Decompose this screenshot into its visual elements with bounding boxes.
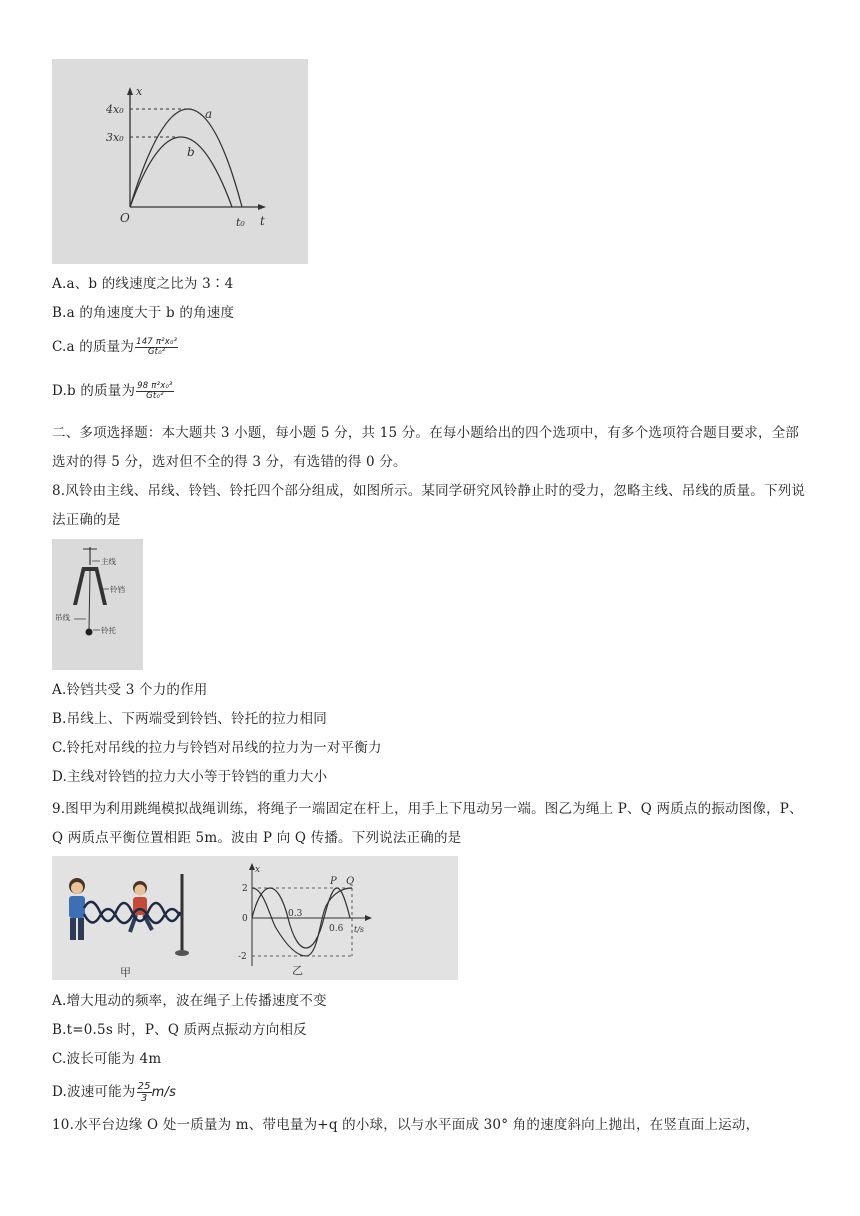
q9-y-axis-label: x [255,865,261,875]
q9-origin: 0 [242,914,248,924]
q9-option-c: C.波长可能为 4m [52,1051,162,1067]
q9-stem: 9.图甲为利用跳绳模拟战绳训练，将绳子一端固定在杆上，用手上下甩动另一端。图乙为绳上 P、Q 两质点的振动图像，P、Q 两质点平衡位置相距 5m。波由 P 向 Q 传播。下列说法正确的是 [52,801,803,846]
q9-option-d-fraction [137,1081,152,1104]
q9-option-d-prefix: D.波速可能为 [52,1084,136,1100]
q9-figure [52,856,458,980]
q9-option-d-unit: m/s [151,1085,177,1100]
q7-xt-graph [52,59,308,264]
q8-wind-chime-figure [52,539,143,670]
q8-option-b: B.吊线上、下两端受到铃铛、铃托的拉力相同 [52,711,327,727]
hanging-line [89,571,90,629]
q9-option-d-numerator: 25 [137,1081,151,1092]
q7-curve-a-label: a [205,107,213,121]
q7-option-c-fraction [135,338,178,357]
label-bell: 铃铛 [110,585,125,594]
label-yi: 乙 [292,964,303,977]
figure-jia-illustration [69,874,189,956]
section-2-instructions: 二、多项选择题：本大题共 3 小题，每小题 5 分，共 15 分。在每小题给出的四个选项中，有多个选项符合题目要求，全部选对的得 5 分，选对但不全的得 3 分，有选错的得 0 分。 [52,425,800,470]
q9-option-d-denominator: 3 [140,1093,148,1104]
q7-t0-tick: t₀ [236,216,245,229]
q7-option-c-prefix: C.a 的质量为 [52,339,135,355]
q9-option-a: A.增大甩动的频率，波在绳子上传播速度不变 [52,993,327,1009]
q7-option-d-denominator: Gt₀² [146,391,164,401]
q7-option-c-numerator: 147 π²x₀³ [136,337,178,347]
q9-option-d [52,1077,812,1108]
q8-option-a: A.铃铛共受 3 个力的作用 [52,682,208,698]
q9-curve-Q-label: Q [346,876,355,887]
label-hanging-line: 吊线 [55,613,70,622]
q7-curve-b-label: b [187,145,195,159]
q9-t-axis-label: t/s [354,925,365,934]
bell-holder-ball [86,629,93,636]
label-jia: 甲 [120,966,131,979]
q9-y-min: -2 [238,952,247,962]
q7-option-b: B.a 的角速度大于 b 的角速度 [52,305,235,321]
q10-stem: 10.水平台边缘 O 处一质量为 m、带电量为+q 的小球，以与水平面成 30° 角的速度斜向上抛出，在竖直面上运动， [52,1117,760,1133]
q8-option-c: C.铃托对吊线的拉力与铃铛对吊线的拉力为一对平衡力 [52,740,382,756]
q7-option-c [52,332,812,362]
label-bell-holder: 铃托 [101,626,116,635]
q7-option-c-denominator: Gt₀² [147,347,166,357]
q9-curve-P-label: P [330,876,337,887]
q7-y-axis-label: x [136,85,143,98]
q8-option-d: D.主线对铃铛的拉力大小等于铃铛的重力大小 [52,769,328,785]
q8-stem: 8.风铃由主线、吊线、铃铛、铃托四个部分组成，如图所示。某同学研究风铃静止时的受力，忽略主线、吊线的质量。下列说法正确的是 [52,483,806,528]
q9-y-max: 2 [242,884,248,894]
curve-Q [252,888,352,956]
label-main-line: 主线 [101,557,116,566]
q7-tick-3x0: 3x₀ [106,131,124,144]
q7-t-axis-label: t [260,214,265,228]
q9-t-tick-0.3: 0.3 [288,909,303,919]
q7-option-d-numerator: 98 π²x₀³ [137,381,173,391]
q7-option-a: A.a、b 的线速度之比为 3∶4 [52,276,234,292]
q7-tick-4x0: 4x₀ [106,103,124,116]
curve-b [130,137,232,207]
q7-option-d [52,376,812,406]
curve-a [130,109,242,207]
q7-origin: O [120,211,130,225]
q7-option-d-fraction [136,382,174,401]
q7-option-d-prefix: D.b 的质量为 [52,383,136,399]
q9-t-tick-0.6: 0.6 [329,924,344,934]
q9-option-b: B.t=0.5s 时，P、Q 质两点振动方向相反 [52,1022,307,1038]
